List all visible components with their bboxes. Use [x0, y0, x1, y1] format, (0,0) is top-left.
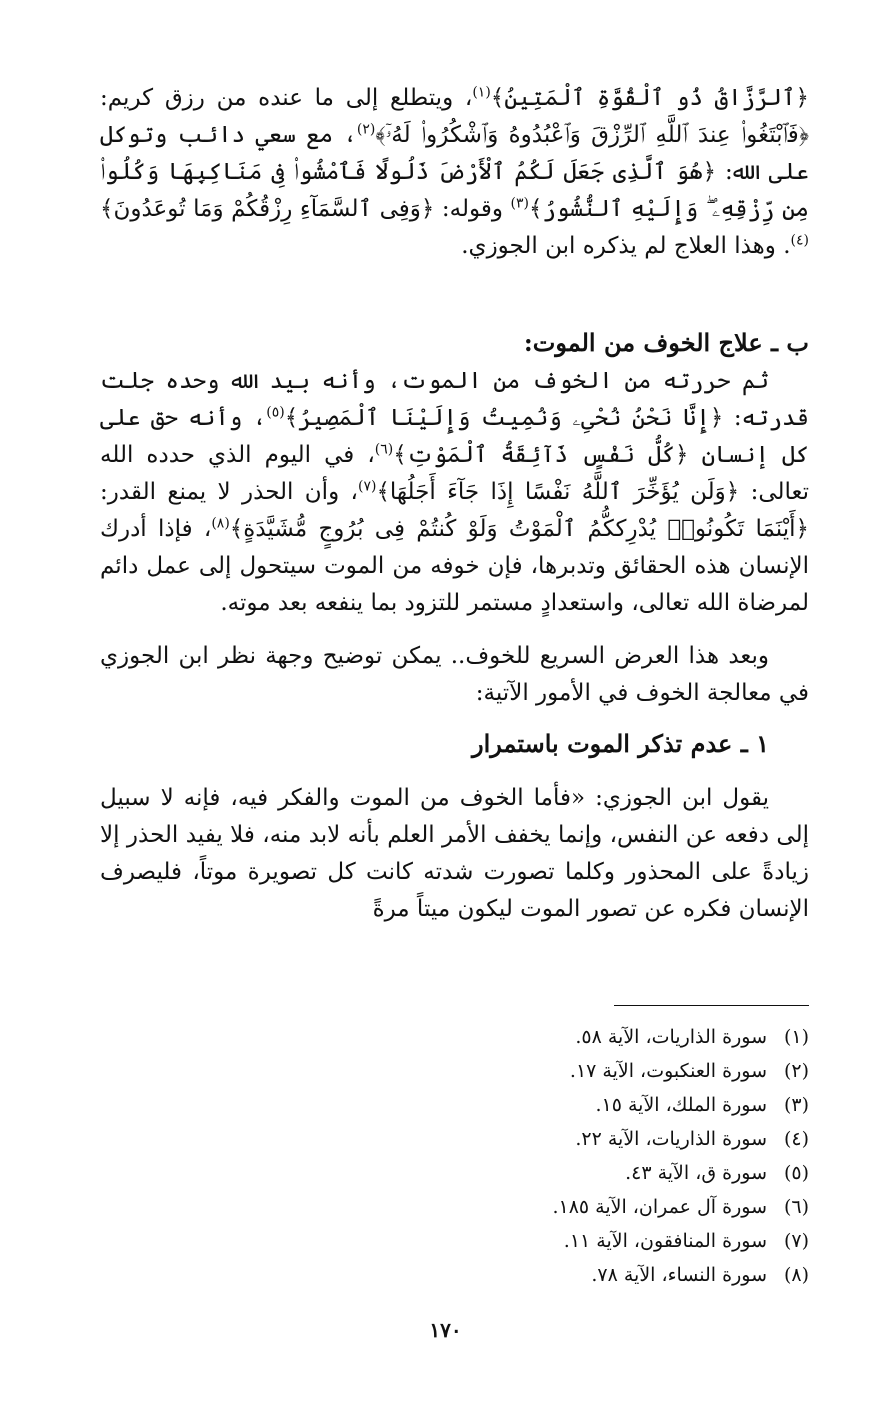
body-text: ، مع سعي دائب وتوكل على الله: [100, 122, 809, 185]
quran-verse: ﴿وَلَن يُؤَخِّرَ ٱللَّهُ نَفْسًا إِذَا جَآءَ أَجَلُهَا﴾ [376, 479, 740, 505]
quran-verse: ﴿هُوَ ٱلَّذِى جَعَلَ لَكُمُ ٱلْأَرْضَ ذَلُولًا فَٱمْشُوا۟ فِى مَنَاكِبِهَا وَكُلُوا۟ مِن رِّزْقِهِۦ ۖ وَإِلَيْهِ ٱلنُّشُورُ﴾ [100, 159, 809, 222]
footnote-number: (٣) [783, 1094, 809, 1116]
footnote-number: (٢) [783, 1060, 809, 1082]
footnote-text: سورة العنكبوت، الآية ١٧. [569, 1060, 767, 1082]
quran-verse: ﴿كُلُّ نَفْسٍ ذَآئِقَةُ ٱلْمَوْتِ﴾ [393, 442, 689, 468]
footnote-text: سورة النساء، الآية ٧٨. [591, 1264, 767, 1286]
footnote-item [309, 1190, 809, 1224]
footnote-separator [614, 1005, 809, 1006]
footnote-number: (٥) [783, 1162, 809, 1184]
footnote-number: (٧) [783, 1230, 809, 1252]
quran-verse: ﴿فَٱبْتَغُوا۟ عِندَ ٱللَّهِ ٱلرِّزْقَ وَٱعْبُدُوهُ وَٱشْكُرُوا۟ لَهُۥٓ﴾ [375, 122, 809, 148]
footnote-text: سورة الذاريات، الآية ٢٢. [575, 1128, 767, 1150]
footnote-ref: (٦) [374, 441, 394, 458]
footnote-ref: (٨) [211, 515, 230, 532]
footnote-item [309, 1122, 809, 1156]
body-text: ، ويتطلع إلى ما عنده من رزق كريم: [100, 85, 473, 111]
footnote-item [309, 1088, 809, 1122]
footnote-text: سورة آل عمران، الآية ١٨٥. [552, 1196, 767, 1218]
footnote-item [309, 1054, 809, 1088]
footnote-item [309, 1156, 809, 1190]
paragraph-death-fear [100, 363, 809, 622]
footnote-text: سورة المنافقون، الآية ١١. [563, 1230, 767, 1252]
paragraph-summary: وبعد هذا العرض السريع للخوف.. يمكن توضيح وجهة نظر ابن الجوزي في معالجة الخوف في الأمور الآتية: [100, 643, 809, 706]
footnote-ref: (٢) [356, 121, 376, 138]
body-text: وقوله: [434, 196, 511, 222]
footnote-ref: (٤) [790, 232, 809, 249]
footnote-number: (٨) [783, 1264, 809, 1286]
quran-verse: ﴿إِنَّا نَحْنُ نُحْىِۦ وَنُمِيتُ وَإِلَيْنَا ٱلْمَصِيرُ﴾ [284, 405, 724, 431]
footnote-text: سورة الملك، الآية ١٥. [595, 1094, 767, 1116]
body-text: ، في اليوم الذي حدده الله تعالى: [100, 442, 810, 505]
footnote-ref: (٣) [510, 195, 529, 212]
quran-verse: ﴿أَيْنَمَا تَكُونُوا۟ يُدْرِككُّمُ ٱلْمَوْتُ وَلَوْ كُنتُمْ فِى بُرُوجٍ مُّشَيَّدَةٍ﴾ [229, 516, 809, 542]
footnote-item [309, 1020, 809, 1054]
footnote-ref: (٥) [266, 404, 285, 421]
paragraph-rizq [100, 80, 809, 265]
quran-verse: ﴿وَفِى ٱلسَّمَآءِ رِزْقُكُمْ وَمَا تُوعَدُونَ﴾ [100, 196, 435, 222]
section-heading: ب ـ علاج الخوف من الموت: [523, 328, 809, 357]
subsection-heading: ١ ـ عدم تذكر الموت باستمرار [472, 729, 769, 758]
footnote-number: (١) [783, 1026, 809, 1048]
body-text: ، فإذا أدرك الإنسان هذه الحقائق وتدبرها، فإن خوفه من الموت سيتحول إلى عمل دائم لمرضاة الله تعالى، واستعدادٍ مستمر للتزود بما ينفعه بعد موته. [100, 516, 809, 616]
body-text: . وهذا العلاج لم يذكره ابن الجوزي. [461, 233, 791, 259]
footnote-ref: (١) [472, 84, 491, 101]
paragraph-quote: يقول ابن الجوزي: «فأما الخوف من الموت والفكر فيه، فإنه لا سبيل إلى دفعه عن النفس، وإنما يخفف الأمر العلم بأنه لابد منه، فلا يفيد الحذر إلا زيادةً على المحذور وكلما تصورت شدته كانت كل تصويرة موتاً، فليصرف الإنسان فكره عن تصور الموت ليكون ميتاً مرةً [100, 785, 809, 922]
footnote-text: سورة ق، الآية ٤٣. [625, 1162, 767, 1184]
page-number: ١٧٠ [429, 1318, 462, 1342]
body-text: ، وأنه حق على كل إنسان [100, 405, 809, 468]
body-text: ، وأن الحذر لا يمنع القدر: [100, 479, 358, 505]
quran-verse: ﴿ٱلرَّزَّاقُ ذُو ٱلْقُوَّةِ ٱلْمَتِينُ﴾ [490, 85, 809, 111]
footnotes-list [309, 1020, 809, 1292]
footnote-ref: (٧) [357, 478, 377, 495]
footnote-number: (٦) [783, 1196, 809, 1218]
footnote-item [309, 1258, 809, 1292]
body-text: ثم حررته من الخوف من الموت، وأنه بيد الله وحده جلت قدرته: [100, 368, 809, 431]
footnote-text: سورة الذاريات، الآية ٥٨. [575, 1026, 767, 1048]
footnote-item [309, 1224, 809, 1258]
footnote-number: (٤) [783, 1128, 809, 1150]
